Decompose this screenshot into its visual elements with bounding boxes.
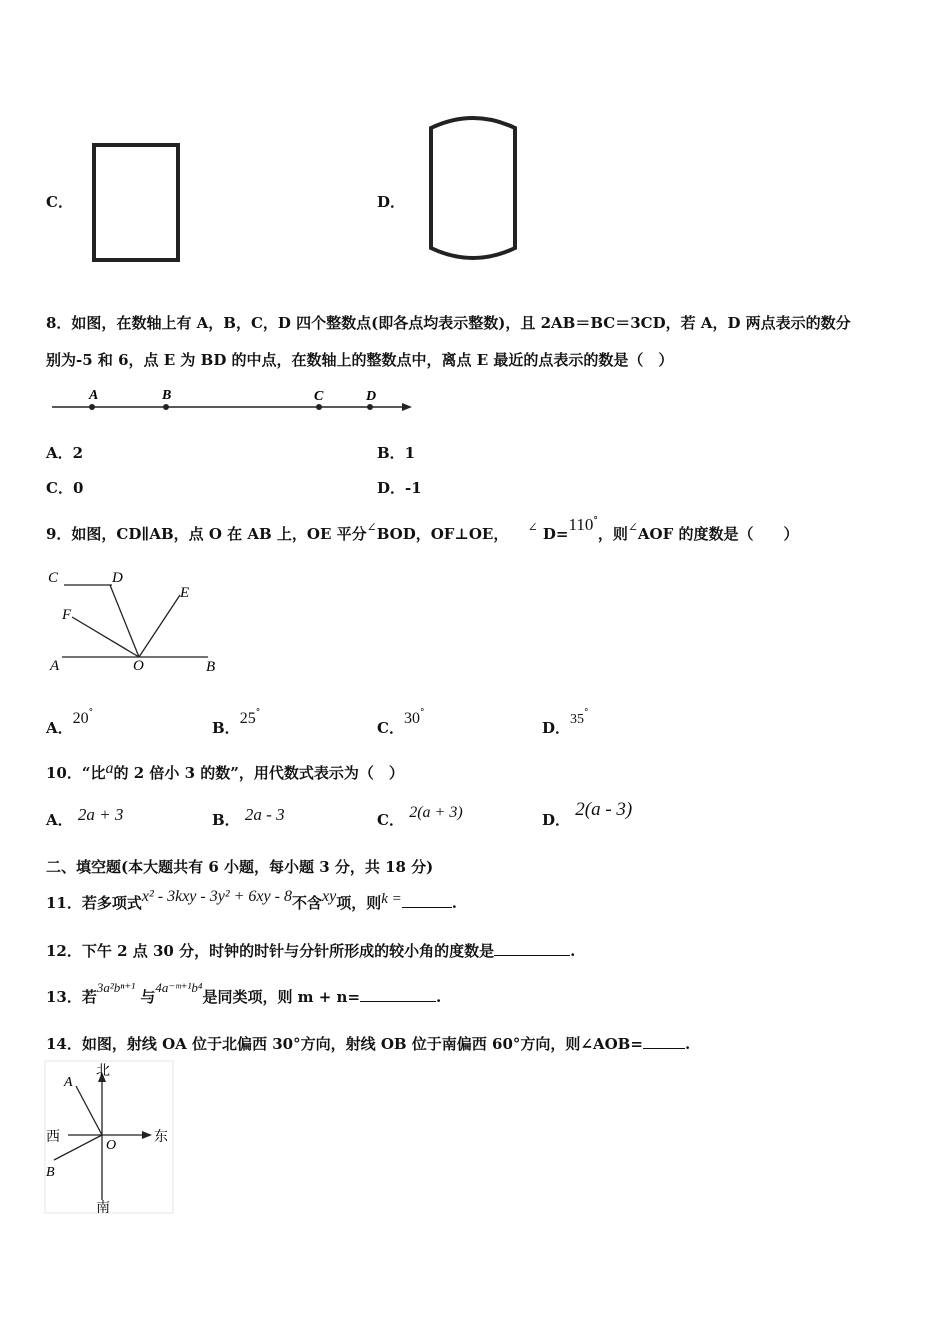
q7-option-d-figure: [423, 114, 525, 270]
answer-blank: [360, 987, 436, 1002]
q7-option-d-label: D．: [377, 193, 406, 211]
q10-stem: 10．“比a的 2 倍小 3 的数”，用代数式表示为（ ）: [46, 760, 404, 782]
svg-text:西: 西: [46, 1130, 60, 1145]
svg-text:A: A: [50, 658, 60, 674]
angle-symbol: ∠: [627, 520, 638, 534]
svg-text:D: D: [112, 570, 123, 586]
q11-stem: 11．若多项式x² - 3kxy - 3y² + 6xy - 8不含xy项，则k = .: [46, 888, 457, 912]
point-c-label: C: [314, 389, 324, 404]
q9-option-b: B．25°: [212, 708, 261, 737]
point-b-dot: [163, 404, 169, 410]
q10-option-c: C． 2(a + 3): [377, 804, 463, 829]
term-2: 4a⁻ᵐ⁺¹b⁴: [155, 980, 203, 995]
point-d-dot: [367, 404, 373, 410]
point-d-label: D: [366, 389, 377, 404]
q9-option-c: C．30°: [377, 708, 425, 737]
q8-stem-line1: 8．如图，在数轴上有 A，B，C，D 四个整数点(即各点均表示整数)，且 2AB＝BC＝3CD，若 A，D 两点表示的数分: [46, 314, 851, 332]
q10-option-d: D． 2(a - 3): [542, 799, 633, 829]
q9-figure: [44, 565, 224, 677]
svg-text:东: 东: [154, 1130, 168, 1145]
svg-text:北: 北: [96, 1064, 110, 1079]
angle-symbol: ∠: [366, 520, 377, 534]
q8-option-b: B．1: [377, 444, 416, 462]
q8-option-c: C．0: [46, 479, 84, 497]
svg-text:B: B: [206, 659, 216, 675]
angle-value: 110: [568, 515, 594, 534]
answer-blank: [402, 893, 452, 908]
q7-option-c-figure: [88, 140, 184, 266]
svg-text:C: C: [48, 570, 59, 586]
svg-text:O: O: [133, 658, 144, 674]
q14-compass-figure: [44, 1060, 176, 1216]
q9-option-d: D．35°: [542, 708, 589, 737]
q13-stem: 13．若3a²bⁿ⁺¹ 与4a⁻ᵐ⁺¹b⁴是同类项，则 m + n= .: [46, 980, 442, 1006]
point-a-label: A: [89, 388, 99, 403]
q10-option-a: A． 2a + 3: [46, 805, 124, 829]
q10-option-b: B． 2a - 3: [212, 805, 285, 829]
answer-blank: [643, 1034, 685, 1049]
point-c-dot: [316, 404, 322, 410]
q8-option-a: A．2: [46, 444, 84, 462]
svg-text:O: O: [106, 1138, 117, 1153]
svg-text:B: B: [46, 1165, 55, 1180]
q8-option-d: D．-1: [377, 479, 422, 497]
q8-number-line: [46, 385, 426, 419]
point-b-label: B: [162, 388, 172, 403]
polynomial: x² - 3kxy - 3y² + 6xy - 8: [141, 888, 292, 905]
term-1: 3a²bⁿ⁺¹: [96, 980, 136, 995]
q9-option-a: A．20°: [46, 708, 94, 737]
q8-stem-line2: 别为-5 和 6，点 E 为 BD 的中点，在数轴上的整数点中，离点 E 最近的点表示的数是（ ）: [46, 351, 674, 369]
svg-text:A: A: [64, 1075, 73, 1090]
q7-option-c-label: C．: [46, 193, 73, 211]
svg-text:F: F: [62, 607, 72, 623]
svg-text:E: E: [180, 585, 190, 601]
q9-stem: 9．如图，CD∥AB，点 O 在 AB 上，OE 平分∠BOD，OF⊥OE， ∠ D=110°，则∠AOF 的度数是（ ）: [46, 515, 799, 543]
point-a-dot: [89, 404, 95, 410]
svg-text:南: 南: [96, 1201, 110, 1216]
q12-stem: 12．下午 2 点 30 分，时钟的时针与分针所形成的较小角的度数是 .: [46, 942, 576, 960]
answer-blank: [494, 941, 570, 956]
q14-stem: 14．如图，射线 OA 位于北偏西 30°方向，射线 OB 位于南偏西 60°方向，则∠AOB= .: [46, 1035, 691, 1053]
angle-symbol: ∠: [527, 520, 538, 534]
section-heading: 二、填空题(本大题共有 6 小题，每小题 3 分，共 18 分): [46, 858, 434, 876]
